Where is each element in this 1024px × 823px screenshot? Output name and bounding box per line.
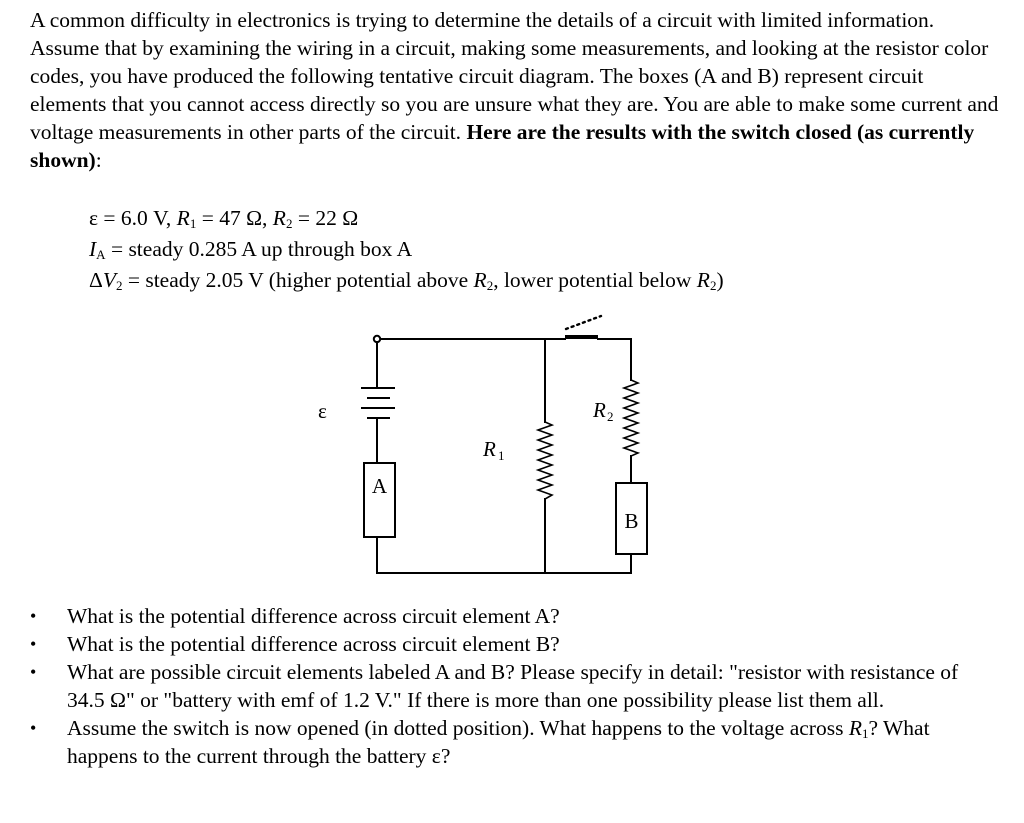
r1-subscript: 1	[189, 216, 197, 231]
intro-colon: :	[95, 148, 102, 172]
question-4-r1-subscript: 1	[861, 726, 869, 741]
r2-subscript: 2	[285, 216, 293, 231]
question-1: • What is the potential difference across circuit element A?	[30, 602, 990, 630]
delta-symbol: Δ	[89, 268, 103, 292]
r1-label: R	[483, 437, 496, 461]
r2-resistor	[624, 380, 638, 456]
question-4	[30, 714, 990, 770]
r2-symbol-below: R	[696, 268, 710, 292]
box-b-label: B	[624, 509, 639, 533]
r1-value: = 47 Ω,	[196, 206, 273, 230]
r1-symbol: R	[176, 206, 190, 230]
question-4-text-b: ? What happens to the current through the battery ε?	[67, 716, 930, 768]
question-4-r1-symbol: R	[848, 716, 862, 740]
question-4-text-a: Assume the switch is now opened (in dotted position). What happens to the voltage across	[67, 716, 849, 740]
voltage-note-close: )	[716, 268, 724, 292]
voltage-symbol: V	[102, 268, 116, 292]
r1-label-sub: 1	[498, 448, 505, 463]
voltage-note: , lower potential below	[493, 268, 697, 292]
current-value: = steady 0.285 A up through box A	[105, 237, 413, 261]
r1-resistor	[538, 422, 552, 499]
r2-subscript-below: 2	[709, 278, 717, 293]
r2-value: = 22 Ω	[292, 206, 359, 230]
r2-symbol: R	[272, 206, 286, 230]
question-2: • What is the potential difference across circuit element B?	[30, 630, 990, 658]
emf-value: ε = 6.0 V,	[89, 206, 177, 230]
question-list	[30, 602, 990, 770]
intro-text: A common difficulty in electronics is trying to determine the details of a circuit with limited information. Assume that by examining the wiring in a circuit, making some measurements, and looking at the resistor color codes, you have produced the following tentative circuit diagram. The boxes (A and B) represent circuit elements that you cannot access directly so you are unsure what they are. You are able to make some current and voltage measurements in other parts of the circuit.	[30, 8, 999, 144]
r2-subscript-above: 2	[486, 278, 494, 293]
current-subscript: A	[96, 247, 106, 262]
switch-open-dotted	[566, 316, 601, 329]
question-3: • What are possible circuit elements labeled A and B? Please specify in detail: "resistor with resistance of 34.5 Ω" or "battery with emf of 1.2 V." If there is more than one possibility please list them all.	[30, 658, 990, 714]
voltage-subscript: 2	[115, 278, 123, 293]
current-symbol: I	[89, 237, 97, 261]
voltage-value: = steady 2.05 V (higher potential above	[122, 268, 474, 292]
box-a-label: A	[371, 474, 388, 498]
r2-symbol-above: R	[473, 268, 487, 292]
r2-label-sub: 2	[607, 409, 614, 424]
intro-bold-text: Here are the results with the switch closed (as currently shown)	[30, 120, 975, 172]
r2-label: R	[593, 398, 606, 422]
emf-label: ε	[318, 399, 327, 423]
